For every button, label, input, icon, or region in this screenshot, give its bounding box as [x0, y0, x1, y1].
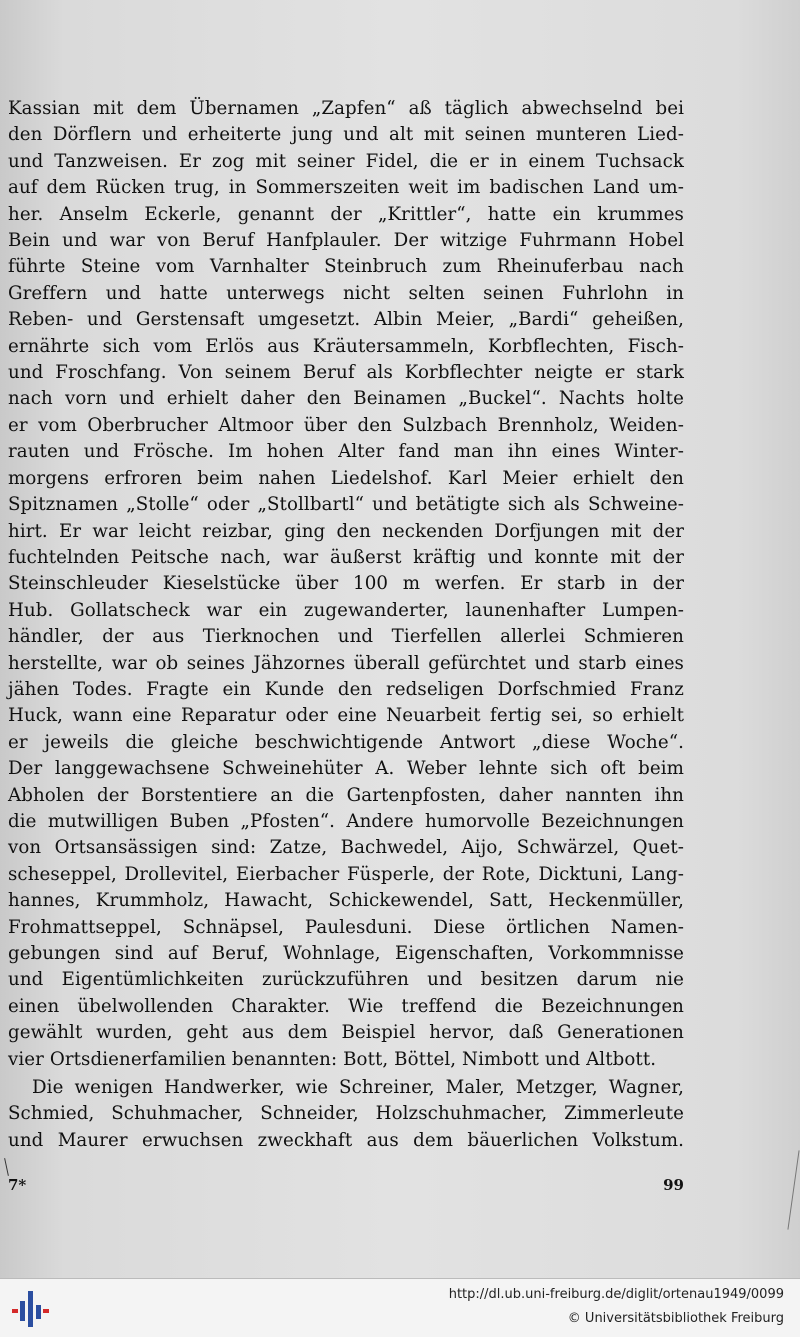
text-line: her. Anselm Eckerle, genannt der „Krittler“, hatte ein krummes	[8, 203, 684, 225]
copyright-notice: © Universitätsbibliothek Freiburg	[567, 1311, 784, 1326]
text-line: die mutwilligen Buben „Pfosten“. Andere humorvolle Bezeichnungen	[8, 810, 684, 832]
text-line: Steinschleuder Kieselstücke über 100 m werfen. Er starb in der	[8, 573, 684, 595]
viewer-footer-bar	[0, 1278, 800, 1337]
ub-freiburg-logo-icon	[10, 1289, 50, 1329]
text-line: vier Ortsdienerfamilien benannten: Bott, Böttel, Nimbott und Altbott.	[8, 1048, 657, 1070]
text-line: Greffern und hatte unterwegs nicht selten seinen Fuhrlohn in	[8, 282, 684, 304]
text-line: Der langgewachsene Schweinehüter A. Weber lehnte sich oft beim	[8, 758, 684, 780]
text-line: und Froschfang. Von seinem Beruf als Korbflechter neigte er stark	[8, 362, 684, 384]
text-line: einen übelwollenden Charakter. Wie treffend die Bezeichnungen	[8, 995, 684, 1017]
text-line: scheseppel, Drollevitel, Eierbacher Füsperle, der Rote, Dicktuni, Lang-	[8, 863, 684, 885]
text-line: jähen Todes. Fragte ein Kunde den redseligen Dorfschmied Franz	[8, 678, 684, 700]
page-edge-line	[787, 1150, 799, 1229]
text-line: Reben- und Gerstensaft umgesetzt. Albin Meier, „Bardi“ geheißen,	[8, 309, 684, 331]
text-line: fuchtelnden Peitsche nach, war äußerst kräftig und konnte mit der	[8, 546, 684, 568]
text-line: Kassian mit dem Übernamen „Zapfen“ aß täglich abwechselnd bei	[8, 98, 684, 119]
text-line: er jeweils die gleiche beschwichtigende Antwort „diese Woche“.	[8, 731, 684, 753]
body-text	[8, 96, 684, 1154]
text-line: händler, der aus Tierknochen und Tierfellen allerlei Schmieren	[8, 626, 684, 648]
signature-mark: 7*	[8, 1176, 27, 1194]
text-line: von Ortsansässigen sind: Zatze, Bachwedel, Aijo, Schwärzel, Quet-	[8, 837, 684, 859]
text-line: Bein und war von Beruf Hanfplauler. Der witzige Fuhrmann Hobel	[8, 230, 684, 252]
text-line: ernährte sich vom Erlös aus Kräutersammeln, Korbflechten, Fisch-	[8, 335, 684, 357]
text-line: Spitznamen „Stolle“ oder „Stollbartl“ und betätigte sich als Schweine-	[8, 494, 684, 516]
text-line: rauten und Frösche. Im hohen Alter fand man ihn eines Winter-	[8, 441, 684, 463]
document-url[interactable]: http://dl.ub.uni-freiburg.de/diglit/ortenau1949/0099	[448, 1287, 784, 1302]
text-line: gebungen sind auf Beruf, Wohnlage, Eigenschaften, Vorkommnisse	[8, 943, 684, 964]
page-number: 99	[663, 1176, 684, 1194]
text-line: und Maurer erwuchsen zweckhaft aus dem bäuerlichen Volkstum.	[8, 1129, 684, 1151]
text-line: Schmied, Schuhmacher, Schneider, Holzschuhmacher, Zimmerleute	[8, 1103, 684, 1125]
page-footer	[8, 1176, 684, 1200]
text-line: nach vorn und erhielt daher den Beinamen „Buckel“. Nachts holte	[8, 388, 684, 410]
text-line: Hub. Gollatscheck war ein zugewanderter, launenhafter Lumpen-	[8, 599, 684, 621]
text-line: und Tanzweisen. Er zog mit seiner Fidel, die er in einem Tuchsack	[8, 150, 684, 172]
text-line: morgens erfroren beim nahen Liedelshof. Karl Meier erhielt den	[8, 467, 684, 489]
text-line: er vom Oberbrucher Altmoor über den Sulzbach Brennholz, Weiden-	[8, 414, 684, 436]
text-line: Abholen der Borstentiere an die Gartenpfosten, daher nannten ihn	[8, 784, 684, 806]
text-line: hannes, Krummholz, Hawacht, Schickewendel, Satt, Heckenmüller,	[8, 890, 684, 912]
scan-mark	[4, 1158, 9, 1176]
text-line: den Dörflern und erheiterte jung und alt mit seinen munteren Lied-	[8, 124, 684, 146]
text-line: Die wenigen Handwerker, wie Schreiner, Maler, Metzger, Wagner,	[32, 1077, 684, 1099]
text-line: Frohmattseppel, Schnäpsel, Paulesduni. Diese örtlichen Namen-	[8, 916, 684, 938]
text-line: hirt. Er war leicht reizbar, ging den neckenden Dorfjungen mit der	[8, 520, 684, 542]
text-line: Huck, wann eine Reparatur oder eine Neuarbeit fertig sei, so erhielt	[8, 705, 684, 727]
text-line: gewählt wurden, geht aus dem Beispiel hervor, daß Generationen	[8, 1022, 684, 1044]
text-line: führte Steine vom Varnhalter Steinbruch zum Rheinuferbau nach	[8, 256, 684, 278]
text-line: herstellte, war ob seines Jähzornes überall gefürchtet und starb eines	[8, 652, 684, 674]
text-line: und Eigentümlichkeiten zurückzuführen und besitzen darum nie	[8, 969, 684, 991]
text-line: auf dem Rücken trug, in Sommerszeiten weit im badischen Land um-	[8, 177, 684, 199]
